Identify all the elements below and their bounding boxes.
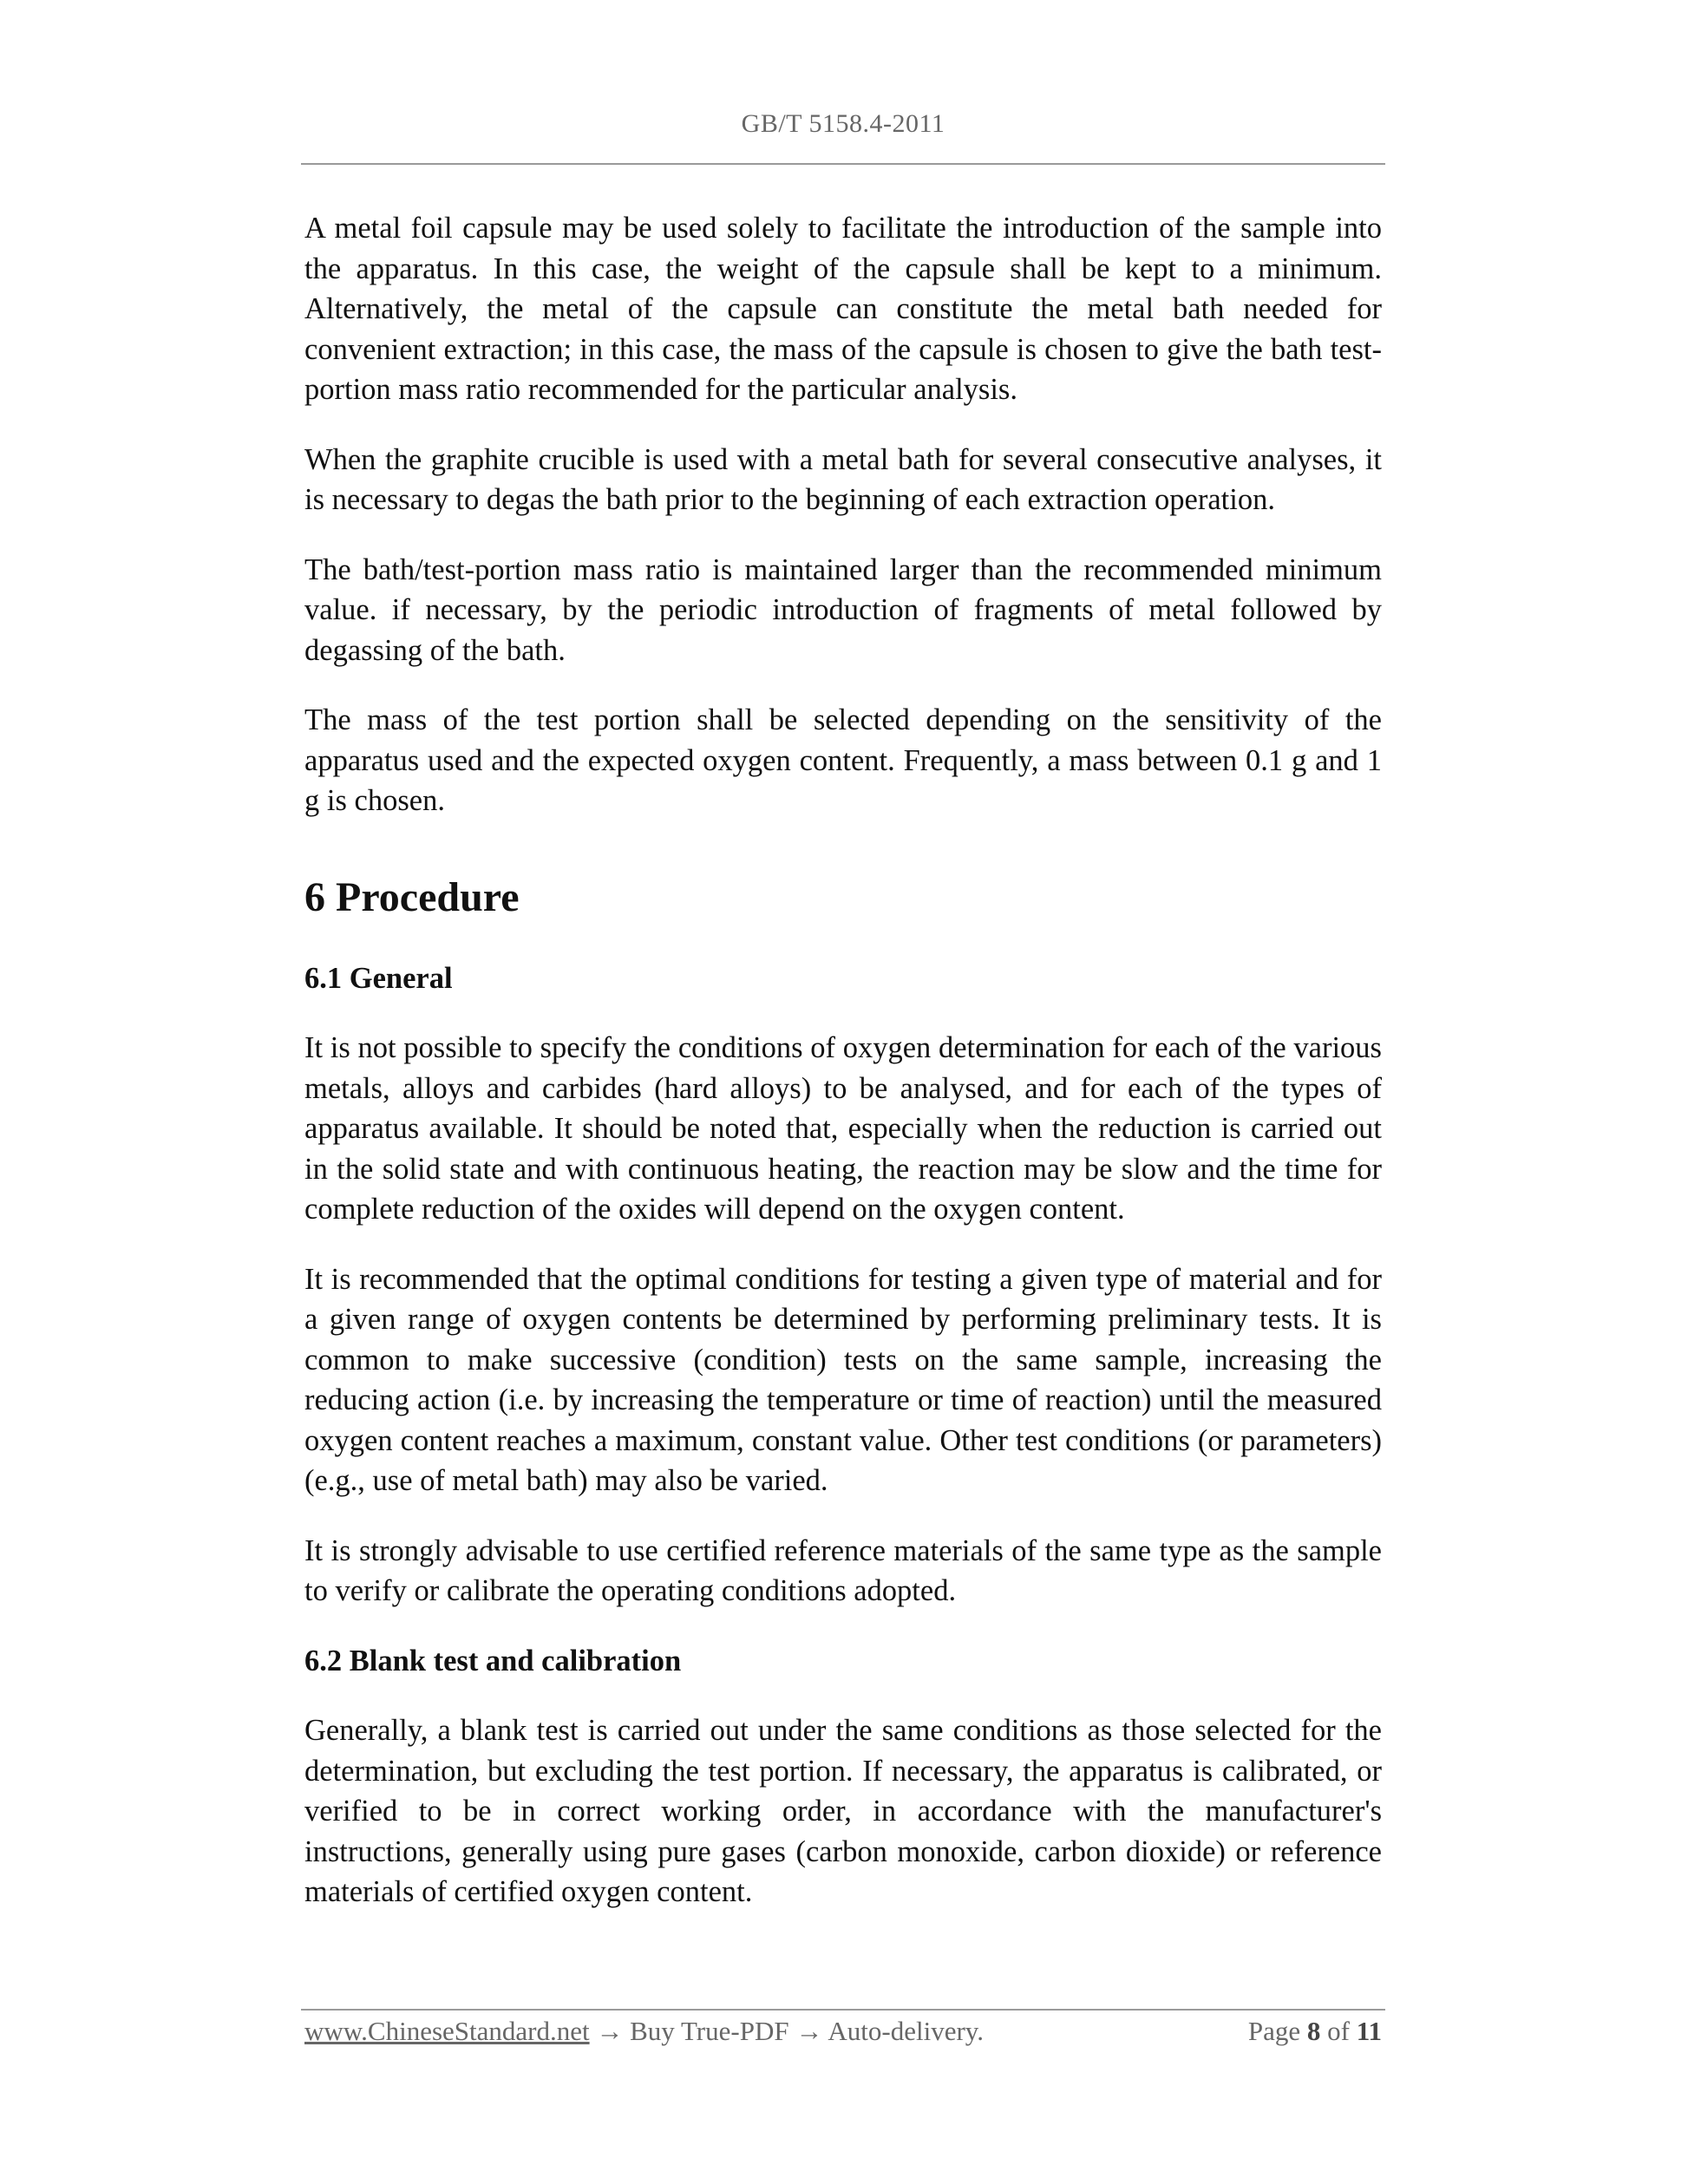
- buy-pdf-text: Buy True-PDF: [630, 2016, 789, 2046]
- subsection-heading-general: 6.1 General: [304, 961, 453, 995]
- paragraph-capsule: A metal foil capsule may be used solely to facilitate the introduction of the sample into the apparatus. In this case, the weight of the capsule shall be kept to a minimum. Alternatively, the metal of the capsule can constitute the metal bath needed for convenient extraction; in this case, the mass of the capsule is chosen to give the bath test-portion mass ratio recommended for the particular analysis.: [304, 212, 1382, 406]
- footer-promo: [304, 2012, 984, 2050]
- page-content: [304, 208, 1382, 1942]
- page-number: [1248, 2012, 1382, 2050]
- site-link[interactable]: www.ChineseStandard.net: [304, 2016, 590, 2046]
- page-current: 8: [1306, 2016, 1321, 2046]
- arrow-right-icon: →: [596, 2016, 624, 2046]
- section-heading-procedure: 6 Procedure: [304, 873, 520, 920]
- standard-code: GB/T 5158.4-2011: [741, 109, 945, 138]
- page-label: Page: [1247, 2016, 1301, 2046]
- subsection-heading-blank-test: 6.2 Blank test and calibration: [304, 1644, 682, 1677]
- paragraph-general-1: It is not possible to specify the conditions of oxygen determination for each of the various metals, alloys and carbides (hard alloys) to be analysed, and for each of the types of apparatus available. It should be noted that, especially when the reduction is carried out in the solid state and with continuous heating, the reaction may be slow and the time for complete reduction of the oxides will depend on the oxygen content.: [304, 1031, 1382, 1226]
- paragraph-graphite-crucible: When the graphite crucible is used with a metal bath for several consecutive analyses, it is necessary to degas the bath prior to the beginning of each extraction operation.: [304, 442, 1382, 516]
- paragraph-mass-ratio: The bath/test-portion mass ratio is maintained larger than the recommended minimum value. if necessary, by the periodic introduction of fragments of metal followed by degassing of the bath.: [304, 553, 1382, 667]
- paragraph-general-2: It is recommended that the optimal conditions for testing a given type of material and for a given range of oxygen contents be determined by performing preliminary tests. It is common to make successive (condition) tests on the same sample, increasing the reducing action (i.e. by increasing the temperature or time of reaction) until the measured oxygen content reaches a maximum, constant value. Other test conditions (or parameters) (e.g., use of metal bath) may also be varied.: [304, 1262, 1382, 1497]
- paragraph-general-3: It is strongly advisable to use certified reference materials of the same type as the sample to verify or calibrate the operating conditions adopted.: [304, 1533, 1382, 1607]
- arrow-right-icon: →: [795, 2016, 823, 2046]
- paragraph-blank-test: Generally, a blank test is carried out under the same conditions as those selected for the determination, but excluding the test portion. If necessary, the apparatus is calibrated, or verified to be in correct working order, in accordance with the manufacturer's instructions, generally using pure gases (carbon monoxide, carbon dioxide) or reference materials of certified oxygen content.: [304, 1714, 1382, 1908]
- page-of-label: of: [1327, 2016, 1350, 2046]
- page-total: 11: [1356, 2016, 1382, 2046]
- paragraph-test-portion-mass: The mass of the test portion shall be selected depending on the sensitivity of the apparatus used and the expected oxygen content. Frequently, a mass between 0.1 g and 1 g is chosen.: [304, 703, 1382, 817]
- page-header: [301, 109, 1385, 139]
- footer-divider: [301, 2009, 1385, 2011]
- header-divider: [301, 163, 1385, 165]
- auto-delivery-text: Auto-delivery.: [828, 2016, 985, 2046]
